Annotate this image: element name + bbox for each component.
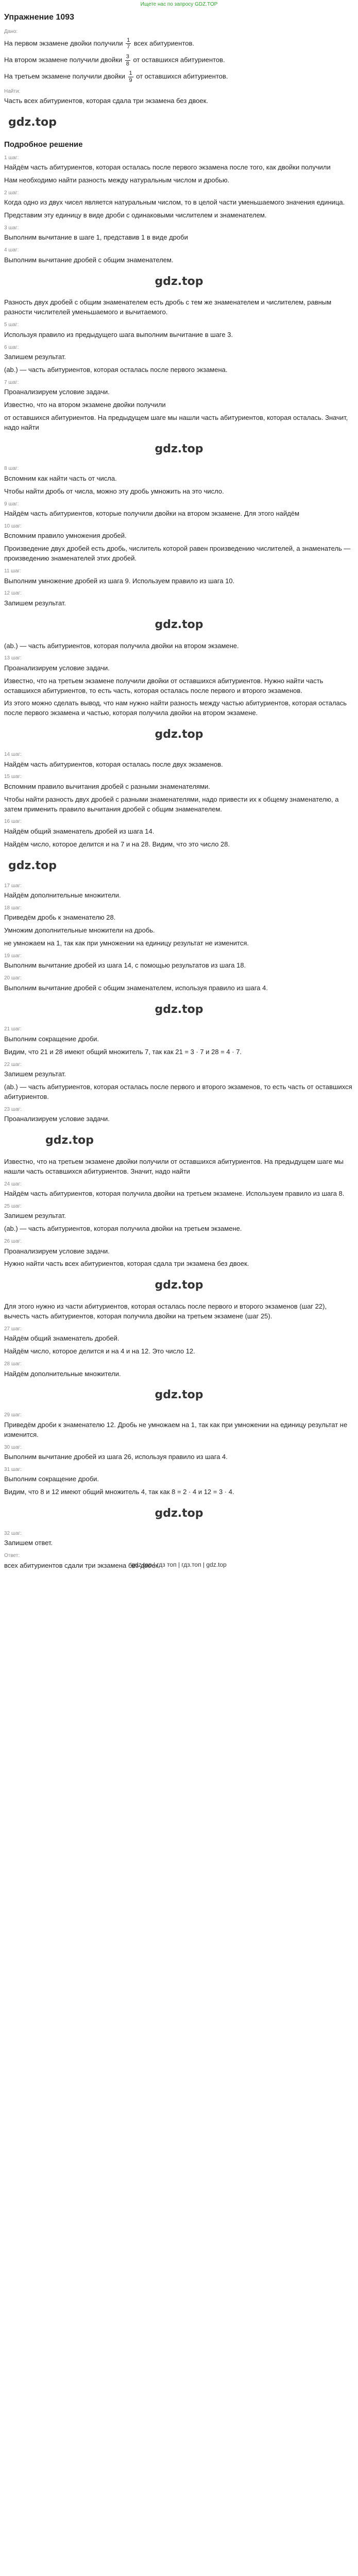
step-label: 10 шаг:	[4, 523, 22, 529]
solution-step	[4, 590, 354, 608]
step-label: 30 шаг:	[4, 1444, 22, 1450]
solution-step	[4, 1082, 354, 1102]
watermark: gdz.top	[155, 618, 203, 631]
top-banner: Ищете нас по запросу GDZ.TOP	[140, 2, 218, 7]
step-text: Запишем результат.	[4, 599, 66, 607]
step-text: Представим эту единицу в виде дроби с одинаковыми числителем и знаменателем.	[4, 211, 267, 219]
solution-step	[4, 1361, 354, 1379]
step-text: Найдём часть абитуриентов, которая осталась после первого экзамена после того, как двойки получили	[4, 163, 331, 172]
solution-step	[4, 1466, 354, 1484]
solution-title: Подробное решение	[4, 140, 83, 149]
step-text: Выполним умножение дробей из шага 9. Используем правило из шага 10.	[4, 577, 235, 585]
step-text: (ab.) — часть абитуриентов, которая осталась после первого экзамена.	[4, 365, 228, 374]
solution-step	[4, 751, 354, 769]
solution-step	[4, 365, 354, 375]
step-text: Найдём общий знаменатель дробей из шага 14.	[4, 827, 155, 835]
step-text: от оставшихся абитуриентов. На предыдущем шаге мы нашли часть абитуриентов, которая осталась. Значит, надо найти	[4, 413, 348, 431]
step-text: Проанализируем условие задачи.	[4, 664, 110, 672]
step-text: Произведение двух дробей есть дробь, числитель которой равен произведению числителей, а знаменатель — произведению знаменателей этих дробей.	[4, 545, 351, 563]
solution-step	[4, 1326, 354, 1344]
find-label: Найти:	[4, 88, 21, 94]
step-label: 28 шаг:	[4, 1361, 22, 1367]
step-text: Найдём дополнительные множители.	[4, 891, 121, 899]
step-label: 11 шаг:	[4, 568, 22, 574]
footer: gdz.top | гдз топ | гдз.топ | gdz.top	[131, 1561, 227, 1569]
step-label: 12 шаг:	[4, 590, 22, 597]
solution-step	[4, 905, 354, 923]
step-text: Видим, что 21 и 28 имеют общий множитель 7, так как 21 = 3 · 7 и 28 = 4 · 7.	[4, 1047, 242, 1056]
solution-steps	[4, 155, 354, 1571]
step-text: Найдём число, которое делится и на 4 и на 12. Это число 12.	[4, 1347, 195, 1355]
step-text: Чтобы найти дробь от числа, можно эту дробь умножить на это число.	[4, 487, 224, 495]
step-text: Запишем ответ.	[4, 1539, 53, 1547]
step-text: Вспомним как найти часть от числа.	[4, 474, 117, 482]
fraction: $\frac{1}{7}$	[127, 37, 130, 50]
step-label: 27 шаг:	[4, 1326, 22, 1332]
solution-step	[4, 247, 354, 265]
step-text: Разность двух дробей с общим знаменателем есть дробь с тем же знаменателем и числителем, равным разности числителей уменьшаемого и вычитаемого.	[4, 298, 332, 316]
solution-step	[4, 926, 354, 936]
step-text: Чтобы найти разность двух дробей с разными знаменателями, надо привести их к общему знаменателю, а затем применить правило вычитания дробей с общим знаменателем.	[4, 795, 339, 813]
step-text: Проанализируем условие задачи.	[4, 1115, 110, 1123]
step-text: Выполним сокращение дроби.	[4, 1035, 99, 1043]
solution-step	[4, 1026, 354, 1044]
solution-step	[4, 1047, 354, 1057]
watermark: gdz.top	[155, 1507, 203, 1520]
solution-step	[4, 818, 354, 836]
step-label: 7 шаг:	[4, 379, 19, 385]
step-text: Вспомним правило вычитания дробей с разными знаменателями.	[4, 782, 210, 790]
step-text: Проанализируем условие задачи.	[4, 1247, 110, 1255]
step-label: 15 шаг:	[4, 774, 22, 780]
solution-step	[4, 523, 354, 541]
solution-step	[4, 795, 354, 815]
step-text: Известно, что на втором экзамене двойки получили	[4, 401, 166, 409]
condition-label: Дано:	[4, 29, 18, 35]
step-text: (ab.) — часть абитуриентов, которая получила двойки на втором экзамене.	[4, 641, 239, 650]
step-text: Найдём часть абитуриентов, которая осталась после двух экзаменов.	[4, 760, 223, 768]
step-label: 29 шаг:	[4, 1412, 22, 1418]
step-text: Выполним вычитание дробей из шага 14, с помощью результатов из шага 18.	[4, 961, 246, 970]
step-text: (ab.) — часть абитуриентов, которая получила двойки на третьем экзамене.	[4, 1225, 242, 1233]
solution-step	[4, 1106, 354, 1124]
step-text: Проанализируем условие задачи.	[4, 388, 110, 396]
page-title: Упражнение 1093	[4, 13, 75, 22]
step-label: 19 шаг:	[4, 953, 22, 959]
solution-step	[4, 975, 354, 993]
step-label: 23 шаг:	[4, 1106, 22, 1112]
step-text: Выполним сокращение дроби.	[4, 1475, 99, 1483]
step-label: 26 шаг:	[4, 1239, 22, 1245]
step-label: 17 шаг:	[4, 883, 22, 889]
step-text: Запишем результат.	[4, 353, 66, 361]
solution-step	[4, 176, 354, 185]
watermark: gdz.top	[155, 442, 203, 455]
condition-line-1: На первом экзамене двойки получили $\frac{1}{7}$ всех абитуриентов.	[4, 37, 195, 50]
condition-line-3: На третьем экзамене получили двойки $\frac{1}{9}$ от оставшихся абитуриентов.	[4, 70, 228, 83]
solution-step	[4, 487, 354, 497]
solution-step	[4, 225, 354, 243]
solution-step	[4, 699, 354, 718]
watermark: gdz.top	[8, 859, 57, 872]
step-text: Запишем результат.	[4, 1212, 66, 1220]
step-text: Нам необходимо найти разность между натуральным числом и дробью.	[4, 176, 230, 184]
step-text: Когда одно из двух чисел является натуральным числом, то в целой части уменьшаемого значения единица.	[4, 198, 345, 207]
solution-step	[4, 321, 354, 340]
solution-step	[4, 413, 354, 433]
step-label: 8 шаг:	[4, 466, 19, 472]
solution-step	[4, 773, 354, 791]
solution-step	[4, 501, 354, 519]
solution-step	[4, 1061, 354, 1079]
solution-step	[4, 883, 354, 901]
step-text: Выполним вычитание дробей из шага 26, используя правило из шага 4.	[4, 1453, 228, 1461]
step-text: (ab.) — часть абитуриентов, которая осталась после первого и второго экзаменов, то есть часть от оставшихся абитуриентов.	[4, 1082, 352, 1100]
step-label: 2 шаг:	[4, 190, 19, 196]
step-label: 18 шаг:	[4, 905, 22, 911]
watermark: gdz.top	[155, 1003, 203, 1016]
step-text: Выполним вычитание в шаге 1, представив 1 в виде дроби	[4, 233, 188, 242]
solution-step	[4, 1224, 354, 1234]
solution-step	[4, 544, 354, 564]
step-label: 16 шаг:	[4, 819, 22, 825]
step-label: 32 шаг:	[4, 1530, 22, 1536]
condition-line-2: На втором экзамене получили двойки $\frac{3}{8}$ от оставшихся абитуриентов.	[4, 53, 225, 67]
watermark: gdz.top	[155, 1388, 203, 1402]
solution-step	[4, 1412, 354, 1439]
watermark: gdz.top	[155, 728, 203, 741]
step-label: 24 шаг:	[4, 1181, 22, 1187]
step-text: Найдём часть абитуриентов, которая получила двойки на третьем экзамене. Используем правило из шага 8.	[4, 1190, 345, 1198]
solution-step	[4, 1181, 354, 1199]
step-label: 13 шаг:	[4, 655, 22, 662]
step-label: 1 шаг:	[4, 155, 19, 161]
solution-step	[4, 379, 354, 397]
step-label: 6 шаг:	[4, 344, 19, 350]
solution-step	[4, 1302, 354, 1321]
solution-step	[4, 344, 354, 362]
solution-step	[4, 1259, 354, 1269]
step-label: 3 шаг:	[4, 225, 19, 231]
step-label: 21 шаг:	[4, 1026, 22, 1032]
step-text: Используя правило из предыдущего шага выполним вычитание в шаге 3.	[4, 330, 233, 338]
step-text: Выполним вычитание дробей с общим знаменателем.	[4, 256, 174, 264]
step-text: Видим, что 8 и 12 имеют общий множитель 4, так как 8 = 2 · 4 и 12 = 3 · 4.	[4, 1488, 234, 1496]
fraction: $\frac{3}{8}$	[126, 53, 129, 67]
solution-step	[4, 1444, 354, 1462]
solution-step	[4, 1203, 354, 1221]
watermark: gdz.top	[8, 115, 57, 129]
find-text: Часть всех абитуриентов, которая сдала три экзамена без двоек.	[4, 97, 209, 105]
step-text: Выполним вычитание дробей с общим знаменателем, используя правило из шага 4.	[4, 984, 268, 992]
step-text: Умножим дополнительные множители на дробь.	[4, 926, 155, 935]
step-text: Найдём общий знаменатель дробей.	[4, 1334, 120, 1343]
solution-step	[4, 655, 354, 673]
solution-step	[4, 1347, 354, 1357]
solution-step	[4, 1238, 354, 1256]
step-text: Нужно найти часть всех абитуриентов, которая сдала три экзамена без двоек.	[4, 1260, 249, 1268]
solution-step	[4, 641, 354, 651]
step-label: 20 шаг:	[4, 975, 22, 981]
solution-step	[4, 190, 354, 208]
step-text: всех абитуриентов сдали три экзамена без двоек.	[4, 1561, 160, 1569]
step-label: 14 шаг:	[4, 752, 22, 758]
solution-step	[4, 298, 354, 317]
step-text: Приведём дроби к знаменателю 12. Дробь не умножаем на 1, так как при умножении на единицу результат не изменится.	[4, 1420, 348, 1438]
solution-step	[4, 1530, 354, 1548]
step-text: Найдём число, которое делится и на 7 и на 28. Видим, что это число 28.	[4, 840, 230, 848]
solution-step	[4, 676, 354, 696]
fraction: $\frac{1}{9}$	[129, 70, 132, 83]
step-text: Известно, что на третьем экзамене получили двойки от оставшихся абитуриентов. Нужно найти часть оставшихся абитуриентов, то есть часть, которая осталась после первого и второго экзаменов.	[4, 676, 323, 694]
step-label: 4 шаг:	[4, 247, 19, 253]
step-label: Ответ:	[4, 1553, 20, 1559]
step-label: 5 шаг:	[4, 322, 19, 328]
solution-step	[4, 400, 354, 410]
solution-step	[4, 840, 354, 850]
step-text: Из этого можно сделать вывод, что нам нужно найти разность между частью абитуриентов, которая осталась после первого экзамена и частью, которая получила двойки на втором экзамене.	[4, 699, 347, 717]
step-text: не умножаем на 1, так как при умножении на единицу результат не изменится.	[4, 939, 249, 947]
step-label: 9 шаг:	[4, 501, 19, 507]
step-text: Найдём часть абитуриентов, которые получили двойки на втором экзамене. Для этого найдём	[4, 510, 300, 518]
solution-step	[4, 155, 354, 173]
step-text: Найдём дополнительные множители.	[4, 1369, 121, 1378]
solution-step	[4, 1487, 354, 1497]
watermark: gdz.top	[155, 275, 203, 288]
step-label: 31 шаг:	[4, 1466, 22, 1472]
solution-step	[4, 465, 354, 483]
step-label: 22 шаг:	[4, 1061, 22, 1067]
solution-step	[4, 939, 354, 948]
solution-step	[4, 568, 354, 586]
watermark: gdz.top	[155, 1279, 203, 1292]
solution-step	[4, 1157, 354, 1177]
solution-step	[4, 953, 354, 971]
solution-step	[4, 211, 354, 221]
step-text: Известно, что на третьем экзамене двойки получили от оставшихся абитуриентов. На предыдущем шаге мы нашли часть оставшихся абитуриентов. Значит, надо найти	[4, 1157, 344, 1175]
step-text: Запишем результат.	[4, 1070, 66, 1078]
watermark: gdz.top	[45, 1134, 94, 1147]
step-label: 25 шаг:	[4, 1203, 22, 1209]
step-text: Для этого нужно из части абитуриентов, которая осталась после первого и второго экзаменов (шаг 22), вычесть часть абитуриентов, которая получила двойки на третьем экзамене (шаг 25).	[4, 1302, 327, 1320]
step-text: Вспомним правило умножения дробей.	[4, 532, 127, 540]
step-text: Приведём дробь к знаменателю 28.	[4, 913, 116, 922]
